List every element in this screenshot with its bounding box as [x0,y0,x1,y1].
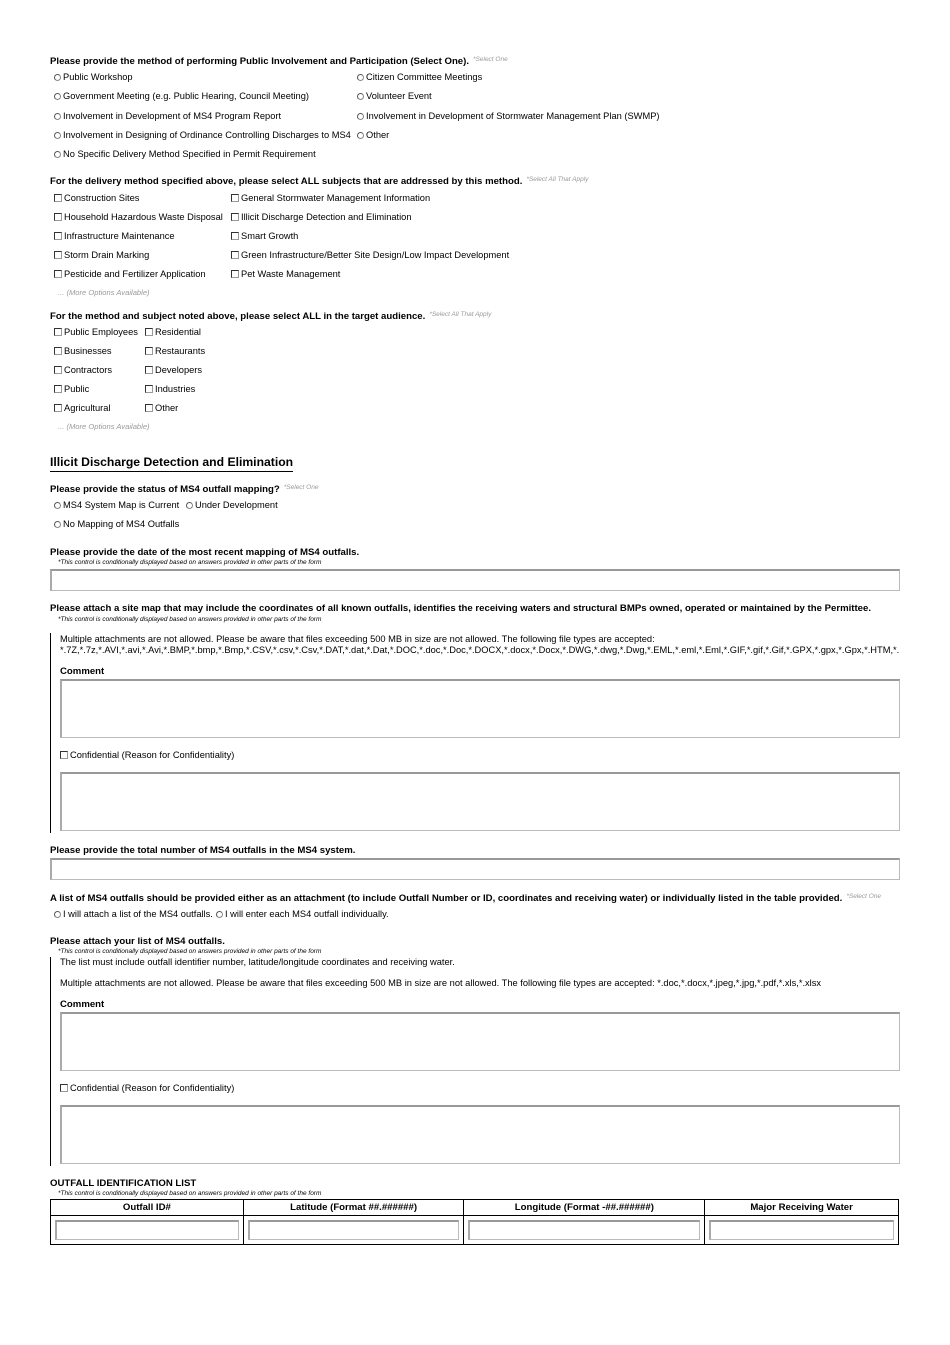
checkbox-option[interactable]: Residential [145,327,201,337]
outfall-table [50,1199,899,1245]
checkbox[interactable] [54,347,62,355]
conditional-note: *This control is conditionally displayed based on answers provided in other parts of the form [58,559,322,566]
radio-button[interactable] [54,502,61,509]
checkbox-option[interactable]: Industries [145,384,195,394]
select-all-hint: *Select All That Apply [526,176,589,183]
checkbox[interactable] [54,404,62,412]
column-header-latitude: Latitude (Format ##.######) [243,1200,464,1216]
table-row [51,1216,899,1245]
attachment-info: Multiple attachments are not allowed. Please be aware that files exceeding 500 MB in size are not allowed. The following file types are accepted: [60,634,655,644]
checkbox[interactable] [145,385,153,393]
radio-option[interactable]: MS4 System Map is Current [54,500,179,510]
radio-button[interactable] [54,151,61,158]
attach-list-question: Please attach your list of MS4 outfalls. [50,936,225,947]
radio-option[interactable]: I will attach a list of the MS4 outfalls. [54,909,213,919]
checkbox[interactable] [54,270,62,278]
radio-option[interactable]: No Mapping of MS4 Outfalls [54,519,179,529]
checkbox[interactable] [54,328,62,336]
comment-label: Comment [60,999,105,1010]
radio-button[interactable] [357,132,364,139]
checkbox-option[interactable]: Agricultural [54,403,111,413]
checkbox-option[interactable]: Restaurants [145,346,205,356]
confidential-reason-textarea[interactable] [60,772,900,831]
radio-button[interactable] [54,521,61,528]
checkbox-option[interactable]: Pet Waste Management [231,269,340,279]
radio-button[interactable] [54,93,61,100]
outfall-list-question: A list of MS4 outfalls should be provided either as an attachment (to include Outfall Number or ID, coordinates and receiving water) or individually listed in the table provided. $^{*Select One}$ [50,893,882,904]
radio-button[interactable] [216,911,223,918]
confidential-reason-textarea[interactable] [60,1105,900,1164]
checkbox[interactable] [231,232,239,240]
checkbox[interactable] [54,251,62,259]
checkbox-option[interactable]: Other [145,403,178,413]
radio-button[interactable] [186,502,193,509]
attachment-block-border [50,957,51,1166]
select-one-hint: *Select One [846,893,882,900]
checkbox-option[interactable]: Construction Sites [54,193,139,203]
radio-option[interactable]: Volunteer Event [357,91,432,101]
checkbox-option[interactable]: Storm Drain Marking [54,250,149,260]
checkbox-option[interactable]: Household Hazardous Waste Disposal [54,212,223,222]
radio-button[interactable] [357,93,364,100]
more-options-link[interactable]: ... (More Options Available) [58,288,150,297]
confidential-option[interactable]: Confidential (Reason for Confidentiality) [60,750,234,760]
comment-textarea[interactable] [60,1012,900,1071]
column-header-receiving-water: Major Receiving Water [705,1200,899,1216]
checkbox[interactable] [54,366,62,374]
column-header-longitude: Longitude (Format -##.######) [464,1200,705,1216]
mapping-status-question: Please provide the status of MS4 outfall mapping? $^{*Select One}$ [50,484,319,495]
checkbox-option[interactable]: Smart Growth [231,231,298,241]
mapping-date-question: Please provide the date of the most recent mapping of MS4 outfalls. [50,547,360,558]
receiving-water-input[interactable] [709,1220,894,1240]
confidential-option[interactable]: Confidential (Reason for Confidentiality) [60,1083,234,1093]
select-one-hint: *Select One [283,484,319,491]
radio-button[interactable] [54,132,61,139]
radio-option[interactable]: Involvement in Designing of Ordinance Controlling Discharges to MS4 [54,130,351,140]
checkbox-option[interactable]: Illicit Discharge Detection and Elimination [231,212,412,222]
latitude-input[interactable] [248,1220,460,1240]
radio-option[interactable]: Citizen Committee Meetings [357,72,482,82]
column-header-outfall-id: Outfall ID# [51,1200,244,1216]
total-outfalls-question: Please provide the total number of MS4 outfalls in the MS4 system. [50,845,356,856]
checkbox-option[interactable]: Infrastructure Maintenance [54,231,175,241]
checkbox-option[interactable]: Businesses [54,346,112,356]
comment-textarea[interactable] [60,679,900,738]
checkbox[interactable] [231,270,239,278]
outfall-id-input[interactable] [55,1220,239,1240]
checkbox[interactable] [145,328,153,336]
more-options-link[interactable]: ... (More Options Available) [58,422,150,431]
total-outfalls-input[interactable] [50,858,900,880]
radio-option[interactable]: Involvement in Development of Stormwater Management Plan (SWMP) [357,111,660,121]
conditional-note: *This control is conditionally displayed based on answers provided in other parts of the form [58,616,322,623]
checkbox-option[interactable]: Green Infrastructure/Better Site Design/Low Impact Development [231,250,509,260]
radio-button[interactable] [54,74,61,81]
checkbox[interactable] [231,251,239,259]
radio-button[interactable] [357,74,364,81]
public-involvement-question: Please provide the method of performing Public Involvement and Participation (Select One). $^{*Select One}$ [50,56,508,67]
accepted-file-types: *.7Z,*.7z,*.AVI,*.avi,*.Avi,*.BMP,*.bmp,*.Bmp,*.CSV,*.csv,*.Csv,*.DAT,*.dat,*.Dat,*.DOC,*.doc,*.Doc,*.DOCX,*.docx,*.Docx,*.DWG,*.dwg,*.Dwg,*.EML,*.eml,*.Eml,*.GIF,*.gif,*.Gif,*.GPX,*.gpx,*.Gpx,*.HTM,*. [60,645,900,655]
checkbox[interactable] [231,213,239,221]
radio-button[interactable] [357,113,364,120]
checkbox[interactable] [60,751,68,759]
longitude-input[interactable] [468,1220,700,1240]
checkbox[interactable] [145,404,153,412]
radio-option[interactable]: Involvement in Development of MS4 Program Report [54,111,281,121]
checkbox-option[interactable]: Public [54,384,89,394]
checkbox[interactable] [145,347,153,355]
checkbox[interactable] [54,385,62,393]
conditional-note: *This control is conditionally displayed based on answers provided in other parts of the form [58,1190,322,1197]
mapping-date-input[interactable] [50,569,900,591]
select-all-hint: *Select All That Apply [429,311,492,318]
site-map-question: Please attach a site map that may include the coordinates of all known outfalls, identifies the receiving waters and structural BMPs owned, operated or maintained by the Permittee. [50,603,872,614]
conditional-note: *This control is conditionally displayed based on answers provided in other parts of the form [58,948,322,955]
checkbox-option[interactable]: Pesticide and Fertilizer Application [54,269,206,279]
checkbox[interactable] [145,366,153,374]
outfall-list-title: OUTFALL IDENTIFICATION LIST [50,1178,197,1189]
radio-button[interactable] [54,113,61,120]
radio-button[interactable] [54,911,61,918]
comment-label: Comment [60,666,105,677]
audience-question: For the method and subject noted above, please select ALL in the target audience. $^{*Select All That Apply}$ [50,311,492,322]
checkbox[interactable] [231,194,239,202]
checkbox[interactable] [54,194,62,202]
checkbox[interactable] [54,213,62,221]
radio-option[interactable]: Under Development [186,500,278,510]
attachment-info: Multiple attachments are not allowed. Please be aware that files exceeding 500 MB in size are not allowed. The following file types are accepted: *.doc,*.docx,*.jpeg,*.jpg,*.pdf,*.xls,*.xlsx [60,978,822,988]
subjects-question: For the delivery method specified above, please select ALL subjects that are addressed by this method. $^{*Select All That Apply}$ [50,176,589,187]
checkbox-option[interactable]: Public Employees [54,327,138,337]
checkbox-option[interactable]: General Stormwater Management Information [231,193,430,203]
section-title-idde: Illicit Discharge Detection and Elimination [50,455,293,472]
radio-option[interactable]: Government Meeting (e.g. Public Hearing, Council Meeting) [54,91,309,101]
checkbox-option[interactable]: Developers [145,365,202,375]
checkbox[interactable] [60,1084,68,1092]
radio-option[interactable]: I will enter each MS4 outfall individually. [216,909,389,919]
attachment-block-border [50,633,51,833]
radio-option[interactable]: Other [357,130,389,140]
radio-option[interactable]: No Specific Delivery Method Specified in Permit Requirement [54,149,316,159]
checkbox[interactable] [54,232,62,240]
checkbox-option[interactable]: Contractors [54,365,112,375]
list-requirements: The list must include outfall identifier number, latitude/longitude coordinates and receiving water. [60,957,455,967]
radio-option[interactable]: Public Workshop [54,72,133,82]
select-one-hint: *Select One [473,56,508,63]
